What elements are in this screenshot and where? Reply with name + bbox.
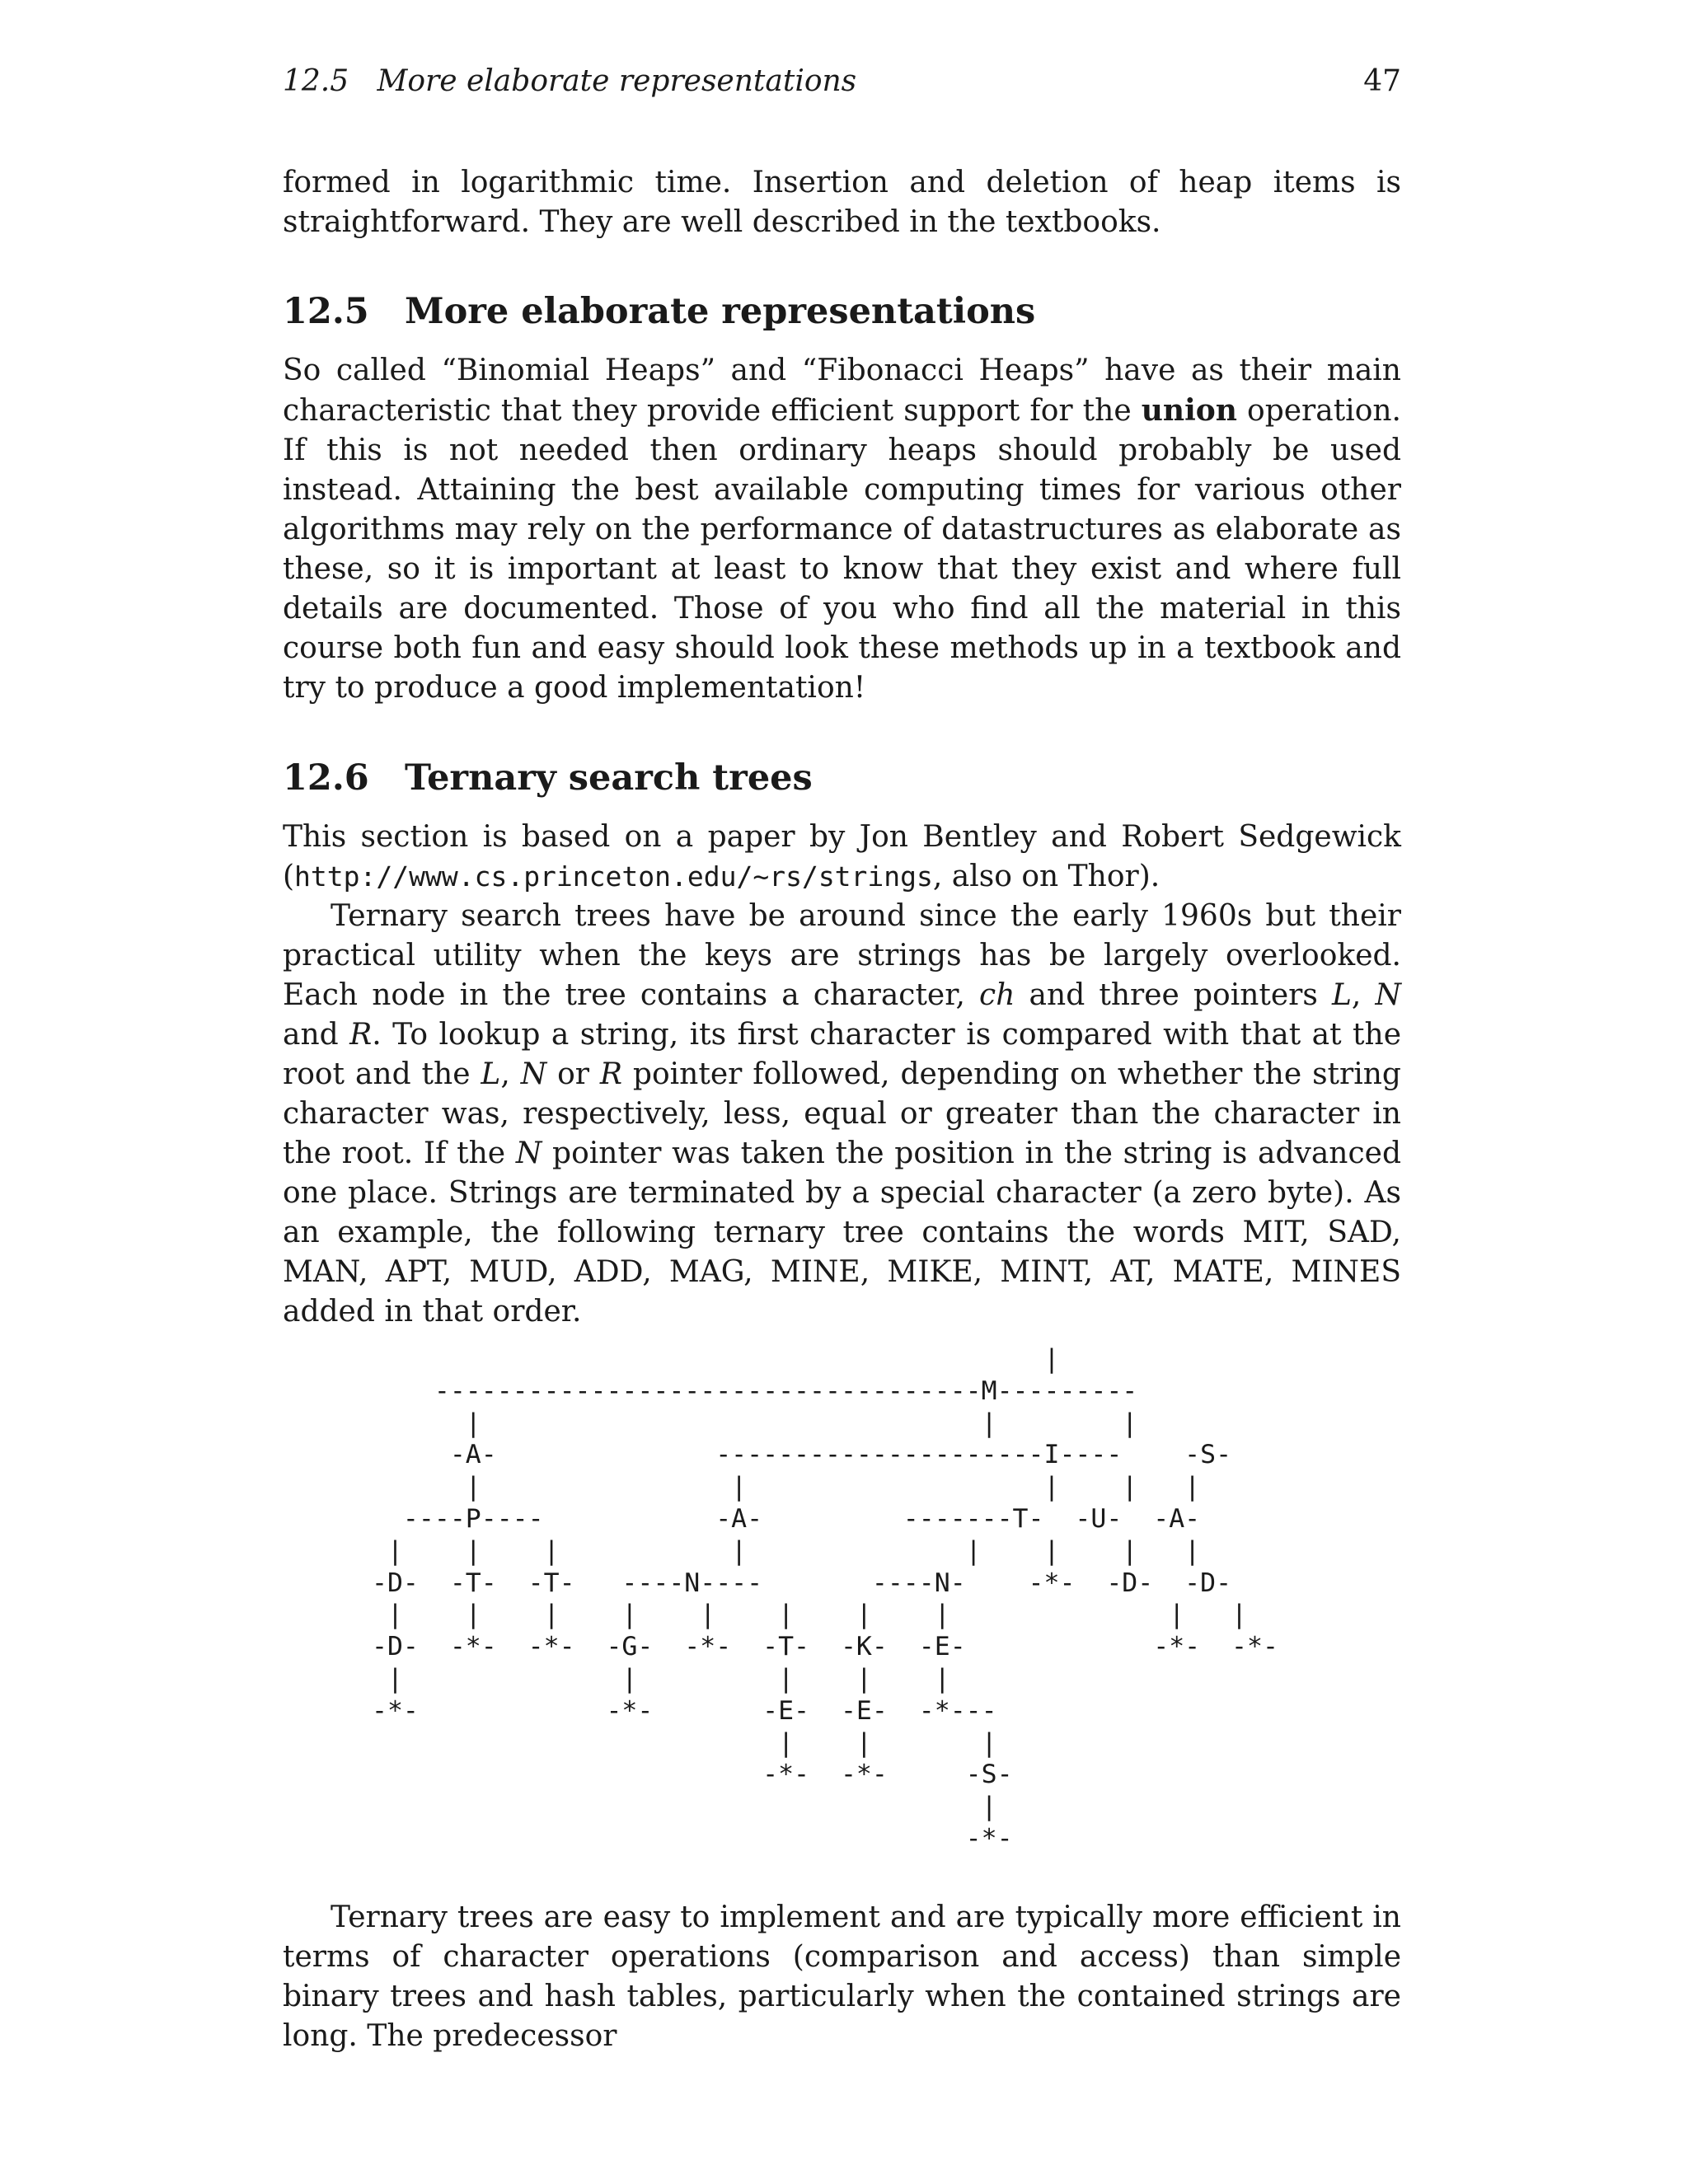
running-head-title: 12.5 More elaborate representations — [283, 64, 857, 98]
page-number: 47 — [1363, 64, 1401, 98]
section-12-5-paragraph: So called “Binomial Heaps” and “Fibonacci Heaps” have as their main characteristic that they provide efficient support for the union operation. If this is not needed then ordinary heaps should probably be used instead. Attaining the best available computing times for various other algorithms may rely on the performance of datastructures as elaborate as these, so it is important at least to know that they exist and where full details are documented. Those of you who find all the material in this course both fun and easy should look these methods up in a textbook and try to produce a good implementation! — [283, 354, 1401, 705]
section-12-6-paragraph-2: Ternary search trees have be around since the early 1960s but their practical utility when the keys are strings has be largely overlooked. Each node in the tree contains a character, ch and three pointers L, N and R. To lookup a string, its first character is compared with that at the root and the L, N or R pointer followed, depending on whether the string character was, respectively, less, equal or greater than the character in the root. If the N pointer was taken the position in the string is advanced one place. Strings are terminated by a special character (a zero byte). As an example, the following ternary tree contains the words MIT, SAD, MAN, APT, MUD, ADD, MAG, MINE, MIKE, MINT, AT, MATE, MINES added in that order. — [283, 899, 1401, 1329]
section-12-6-paragraph-3: Ternary trees are easy to implement and are typically more efficient in terms of character operations (comparison and access) than simple binary trees and hash tables, particularly when the contained strings are long. The predecessor — [283, 1900, 1401, 2053]
intro-paragraph: formed in logarithmic time. Insertion and deletion of heap items is straightforward. They are well described in the textbooks. — [283, 166, 1401, 239]
running-head — [283, 64, 1401, 98]
page-body — [283, 163, 1401, 2056]
section-heading-12-6 — [283, 755, 1401, 801]
section-title: Ternary search trees — [405, 757, 813, 799]
section-number: 12.5 — [283, 291, 369, 332]
strings-url: http://www.cs.princeton.edu/~rs/strings — [294, 860, 933, 893]
section-12-6-paragraph-1: This section is based on a paper by Jon Bentley and Robert Sedgewick (http://www.cs.princeton.edu/~rs/strings, also on Thor). — [283, 820, 1401, 893]
bold-term-union: union — [1141, 393, 1237, 428]
section-heading-12-5 — [283, 288, 1401, 335]
section-number: 12.6 — [283, 757, 369, 799]
ternary-tree-diagram: | -----------------------------------M--------- | | | -A- ---------------------I---- -S- | | | | | ----P---- -A- -------T- -U- -A- | | | | | | | | -D- -T- -T- ----N---- ----N- -*- -D- -D- | | | | | | | | | | -D- -*- -*- -G- -*- -T- -K- -E- -*- -*- | | | | | -*- -*- -E- -E- -*--- | | | -*- -*- -S- | -*- — [372, 1344, 1278, 1854]
section-title: More elaborate representations — [405, 291, 1036, 332]
